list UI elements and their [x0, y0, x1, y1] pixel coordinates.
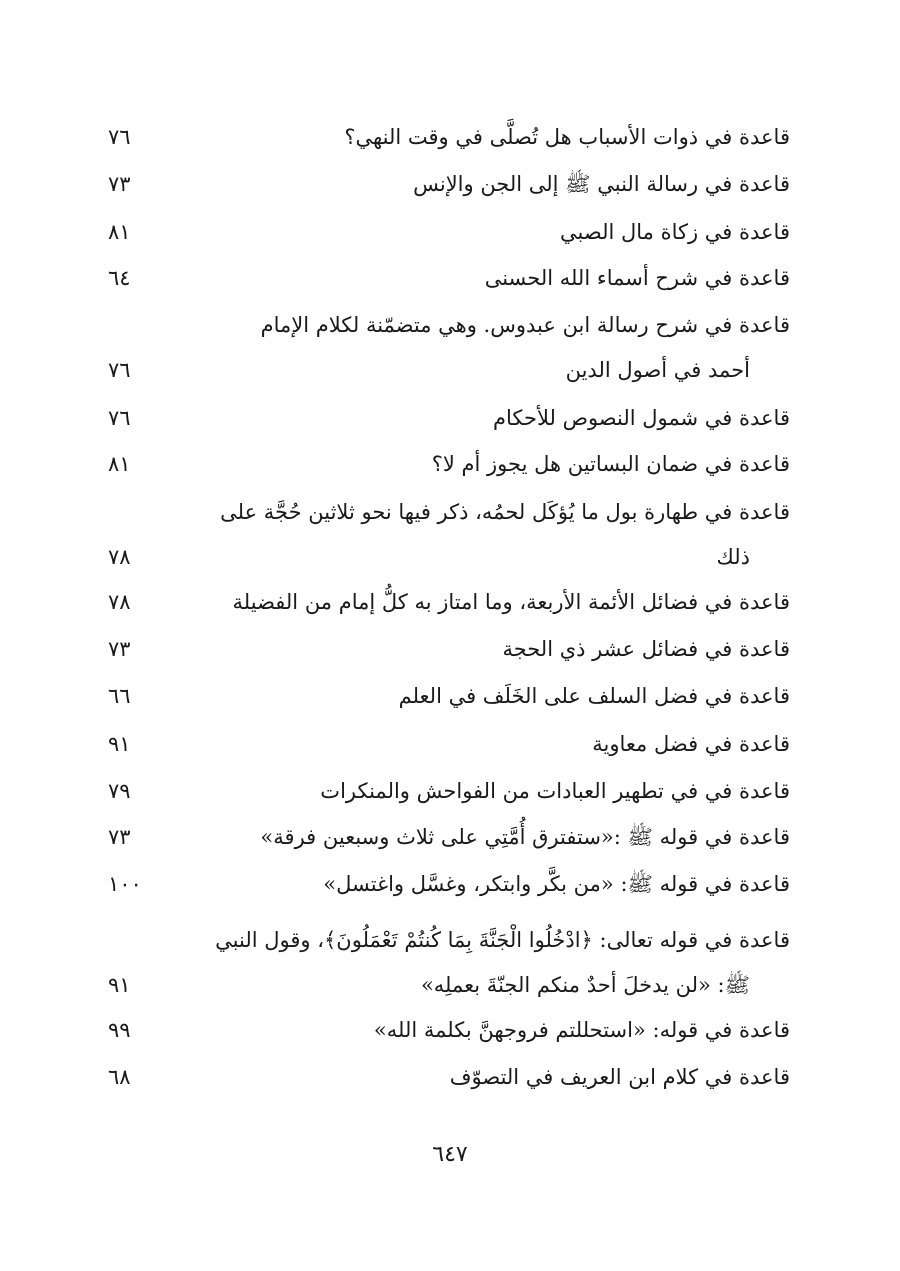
- entry-title: قاعدة في زكاة مال الصبي: [560, 220, 790, 244]
- entry-title: قاعدة في فضائل الأئمة الأربعة، وما امتاز به كلُّ إمام من الفضيلة: [232, 590, 790, 614]
- entry-title: قاعدة في فضل معاوية: [592, 732, 790, 756]
- entry-title: قاعدة في شمول النصوص للأحكام: [492, 406, 790, 430]
- entry-page-number: ٨١: [108, 220, 131, 244]
- entry-title: قاعدة في ذوات الأسباب هل تُصلَّى في وقت النهي؟: [344, 125, 790, 149]
- entry-page-number: ٩٩: [108, 1018, 131, 1042]
- entry-title: قاعدة في طهارة بول ما يُؤكَل لحمُه، ذكر فيها نحو ثلاثين حُجَّة على: [220, 500, 790, 524]
- entry-title: قاعدة في رسالة النبي ﷺ إلى الجن والإنس: [413, 172, 790, 196]
- entry-title: قاعدة في قوله تعالى: ﴿ادْخُلُوا الْجَنَّةَ بِمَا كُنتُمْ تَعْمَلُونَ﴾، وقول النبي: [215, 928, 790, 952]
- entry-page-number: ٦٤: [108, 266, 131, 290]
- entry-page-number: ١٠٠: [108, 872, 142, 896]
- entry-title: قاعدة في شرح رسالة ابن عبدوس. وهي متضمّنة لكلام الإمام: [260, 313, 790, 337]
- entry-title: قاعدة في فضل السلف على الخَلَف في العلم: [398, 684, 790, 708]
- entry-title: قاعدة في كلام ابن العريف في التصوّف: [449, 1065, 790, 1089]
- entry-title-continuation: أحمد في أصول الدين: [565, 358, 750, 382]
- entry-page-number: ٦٨: [108, 1065, 131, 1089]
- entry-title-continuation: ﷺ: «لن يدخلَ أحدٌ منكم الجنّةَ بعملِه»: [420, 973, 750, 997]
- entry-page-number: ٨١: [108, 452, 131, 476]
- entry-title: قاعدة في شرح أسماء الله الحسنى: [484, 266, 790, 290]
- entry-page-number: ٧٦: [108, 125, 131, 149]
- entry-title-continuation: ذلك: [716, 545, 750, 569]
- entry-page-number: ٧٨: [108, 590, 131, 614]
- entry-page-number: ٧٨: [108, 545, 131, 569]
- entry-page-number: ٩١: [108, 732, 131, 756]
- entry-page-number: ٦٦: [108, 684, 131, 708]
- entry-page-number: ٧٩: [108, 779, 131, 803]
- page-number: ٦٤٧: [432, 1142, 468, 1167]
- entry-page-number: ٧٣: [108, 637, 131, 661]
- entry-title: قاعدة في قوله: «استحللتم فروجهنَّ بكلمة الله»: [373, 1018, 790, 1042]
- entry-page-number: ٧٦: [108, 406, 131, 430]
- entry-title: قاعدة في في تطهير العبادات من الفواحش والمنكرات: [320, 779, 790, 803]
- entry-page-number: ٧٣: [108, 825, 131, 849]
- entry-page-number: ٧٣: [108, 172, 131, 196]
- entry-title: قاعدة في قوله ﷺ :«ستفترق أُمَّتِي على ثلاث وسبعين فرقة»: [260, 825, 790, 849]
- entry-page-number: ٧٦: [108, 358, 131, 382]
- entry-title: قاعدة في قوله ﷺ: «من بكَّر وابتكر، وغسَّل واغتسل»: [323, 872, 790, 896]
- entry-title: قاعدة في ضمان البساتين هل يجوز أم لا؟: [431, 452, 790, 476]
- entry-title: قاعدة في فضائل عشر ذي الحجة: [502, 637, 790, 661]
- entry-page-number: ٩١: [108, 973, 131, 997]
